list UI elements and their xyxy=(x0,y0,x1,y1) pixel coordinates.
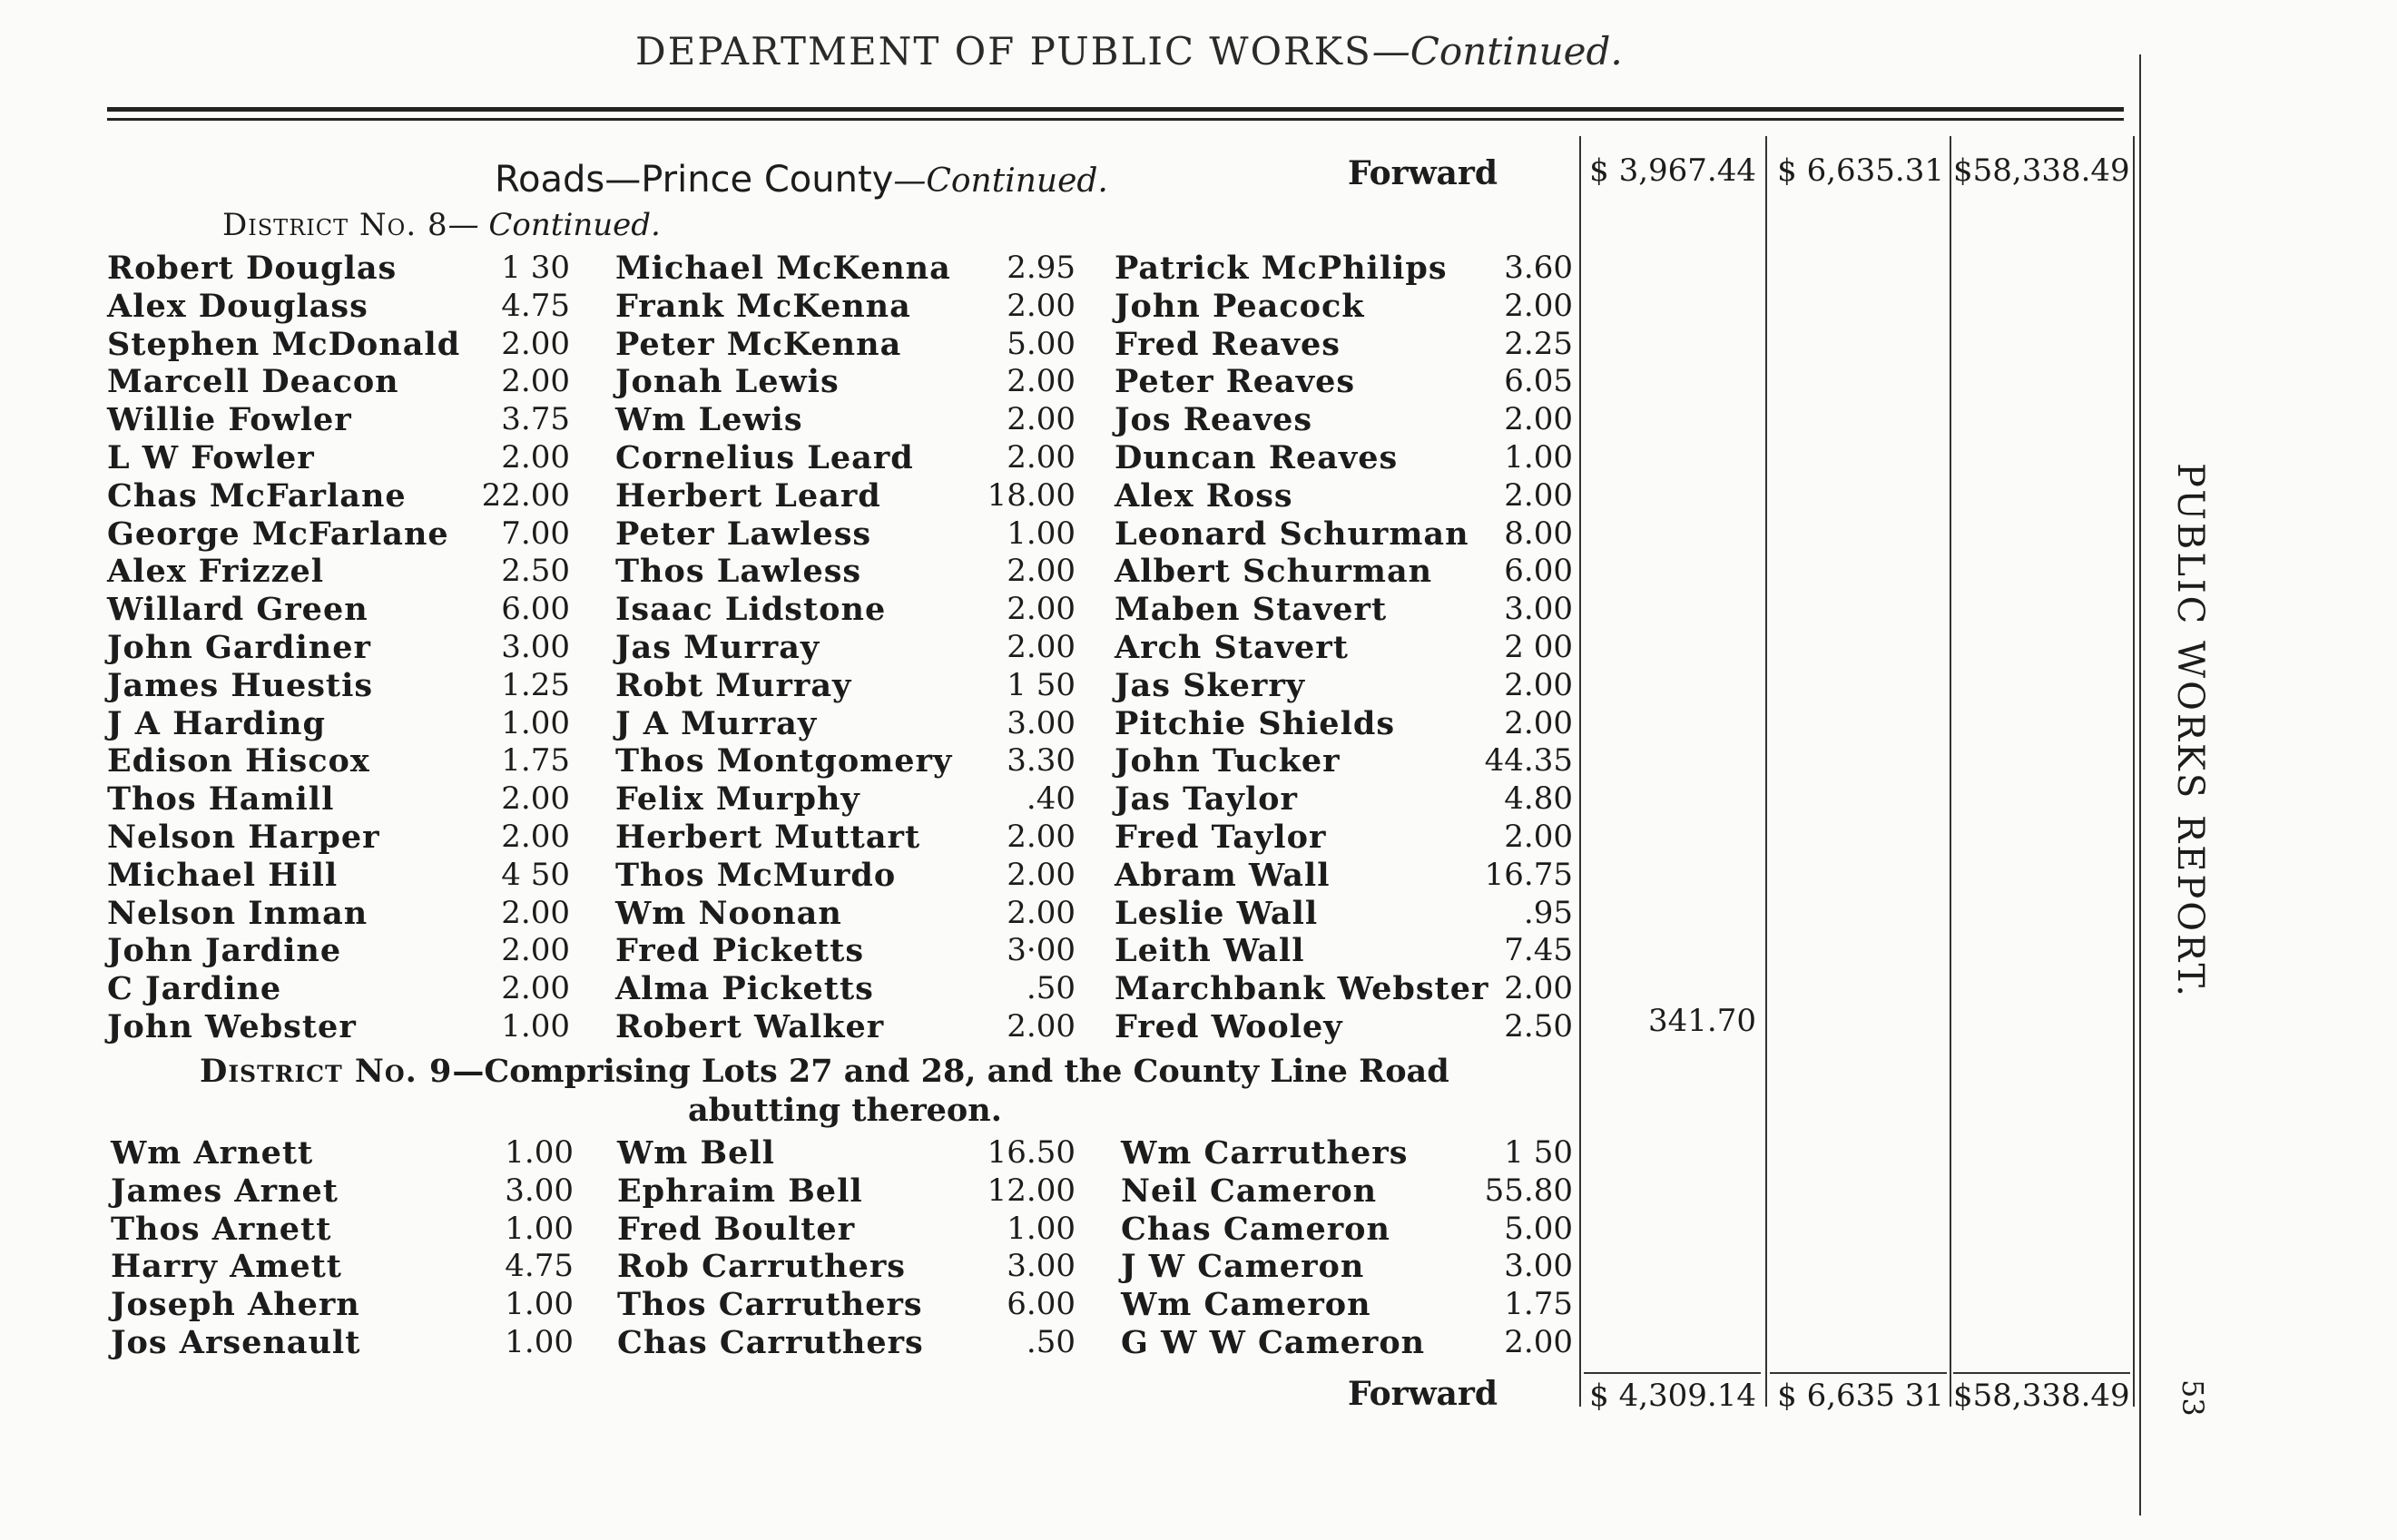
forward-top-col2: $ 6,635.31 xyxy=(1777,152,1944,189)
entry-name: Arch Stavert xyxy=(1115,629,1349,666)
header-rule-thin xyxy=(107,118,2124,121)
entry-name: Nelson Inman xyxy=(107,894,368,932)
entry-amount: 4.75 xyxy=(505,1248,574,1285)
entry-name: Nelson Harper xyxy=(107,819,380,856)
total-rule-1 xyxy=(1584,1372,1761,1374)
entry-name: John Webster xyxy=(107,1008,357,1045)
entry-name: Peter Reaves xyxy=(1115,363,1356,401)
entry-amount: 1.00 xyxy=(505,1286,574,1323)
entry-name: Jas Murray xyxy=(615,629,820,666)
entry-amount: .50 xyxy=(1026,970,1076,1007)
total-rule-2 xyxy=(1770,1372,1947,1374)
entry-name: Albert Schurman xyxy=(1115,553,1433,591)
entry-name: Chas Carruthers xyxy=(617,1324,924,1361)
entry-amount: 22.00 xyxy=(481,476,570,514)
entry-name: Peter McKenna xyxy=(615,325,902,363)
entry-amount: 8.00 xyxy=(1504,515,1573,552)
district-9-heading xyxy=(200,1053,1449,1090)
entry-name: Willie Fowler xyxy=(107,401,352,439)
entry-amount: 4.80 xyxy=(1504,780,1573,818)
header-title: DEPARTMENT OF PUBLIC WORKS xyxy=(635,29,1372,74)
entry-amount: 2.00 xyxy=(1504,1324,1573,1360)
entry-name: Herbert Leard xyxy=(615,476,881,515)
entry-name: Thos Arnett xyxy=(111,1210,332,1248)
entry-amount: 1.00 xyxy=(505,1324,574,1360)
entry-amount: 1 50 xyxy=(1007,666,1076,703)
margin-rule xyxy=(2139,54,2141,1515)
district-9-heading-line2: abutting thereon. xyxy=(688,1092,1002,1129)
entry-name: Jas Skerry xyxy=(1115,666,1306,704)
side-running-title: PUBLIC WORKS REPORT. xyxy=(2169,463,2211,999)
entry-amount: 2.50 xyxy=(501,553,570,590)
forward-label-top: Forward xyxy=(1348,154,1498,192)
entry-amount: 6.00 xyxy=(1504,553,1573,590)
total-rule-3 xyxy=(1953,1372,2130,1374)
entry-name: Thos Hamill xyxy=(107,780,335,819)
entry-amount: 2.00 xyxy=(1504,970,1573,1007)
entry-amount: 6.00 xyxy=(1007,1286,1076,1323)
entry-amount: 1.00 xyxy=(505,1210,574,1247)
district-9-label: District No. 9 xyxy=(200,1053,453,1090)
entry-amount: 3.00 xyxy=(1504,1248,1573,1285)
entry-amount: .50 xyxy=(1026,1324,1076,1360)
money-col-line-2 xyxy=(1765,136,1767,1407)
entry-amount: 1 50 xyxy=(1504,1134,1573,1171)
entry-amount: 2.00 xyxy=(1504,287,1573,324)
district-9-description: —Comprising Lots 27 and 28, and the County Line Road xyxy=(452,1053,1449,1090)
entry-amount: 2.95 xyxy=(1007,250,1076,286)
entry-amount: 3.00 xyxy=(1007,704,1076,741)
entry-name: Alex Ross xyxy=(1115,476,1293,515)
entry-amount: 2.00 xyxy=(1007,629,1076,665)
money-col-line-4 xyxy=(2133,136,2135,1407)
entry-name: Wm Cameron xyxy=(1121,1286,1371,1324)
entry-name: Frank McKenna xyxy=(615,287,911,325)
page-header xyxy=(635,29,1623,74)
entry-name: Harry Amett xyxy=(111,1248,342,1286)
entry-amount: 2.00 xyxy=(1007,894,1076,931)
entry-name: John Peacock xyxy=(1115,287,1365,325)
entry-name: James Arnet xyxy=(111,1172,339,1210)
entry-amount: 3.00 xyxy=(1504,591,1573,628)
entry-name: Edison Hiscox xyxy=(107,742,370,780)
entry-name: Pitchie Shields xyxy=(1115,704,1396,742)
district-8-heading xyxy=(222,207,661,243)
forward-bottom-col1: $ 4,309.14 xyxy=(1589,1378,1756,1414)
page-number: 53 xyxy=(2176,1379,2210,1417)
header-rule-thick xyxy=(107,107,2124,112)
entry-amount: 1.00 xyxy=(505,1134,574,1171)
entry-name: Leonard Schurman xyxy=(1115,515,1469,553)
entry-amount: 2.00 xyxy=(501,439,570,476)
entry-amount: 2.00 xyxy=(501,932,570,969)
entry-amount: 2.00 xyxy=(1007,439,1076,476)
header-continued: —Continued. xyxy=(1371,29,1623,74)
entry-amount: 2.25 xyxy=(1504,325,1573,362)
entry-name: L W Fowler xyxy=(107,439,315,476)
entry-name: James Huestis xyxy=(107,666,374,704)
section-title-continued: —Continued. xyxy=(893,162,1108,200)
entry-name: Chas McFarlane xyxy=(107,476,407,515)
district-8-label: District No. 8 xyxy=(222,207,448,243)
entry-name: Maben Stavert xyxy=(1115,591,1388,629)
forward-bottom-col3: $58,338.49 xyxy=(1953,1378,2130,1414)
entry-amount: 6.05 xyxy=(1504,363,1573,400)
entry-name: Leslie Wall xyxy=(1115,894,1319,932)
entry-name: Neil Cameron xyxy=(1121,1172,1378,1210)
entry-name: Fred Reaves xyxy=(1115,325,1341,363)
entry-amount: 2.00 xyxy=(501,894,570,931)
section-title xyxy=(495,159,1108,201)
entry-amount: 2.00 xyxy=(501,970,570,1007)
district-8-total: 341.70 xyxy=(1648,1003,1756,1039)
entry-name: Chas Cameron xyxy=(1121,1210,1390,1248)
entry-amount: 3.30 xyxy=(1007,742,1076,780)
entry-name: Jos Arsenault xyxy=(111,1324,361,1361)
entry-amount: 2.00 xyxy=(1007,856,1076,893)
entry-name: Alex Frizzel xyxy=(107,553,325,591)
entry-name: Michael Hill xyxy=(107,856,339,894)
entry-amount: 1.25 xyxy=(501,666,570,703)
entry-name: J W Cameron xyxy=(1121,1248,1365,1286)
entry-amount: 3.60 xyxy=(1504,250,1573,286)
entry-amount: 2.00 xyxy=(501,780,570,818)
entry-amount: 16.75 xyxy=(1484,856,1573,893)
entry-name: Patrick McPhilips xyxy=(1115,250,1448,287)
entry-name: Marchbank Webster xyxy=(1115,970,1489,1008)
entry-amount: 2.00 xyxy=(1504,476,1573,514)
entry-amount: 16.50 xyxy=(987,1134,1076,1171)
entry-amount: 2.00 xyxy=(1007,553,1076,590)
entry-name: John Jardine xyxy=(107,932,342,970)
entry-name: Robert Douglas xyxy=(107,250,398,287)
entry-amount: 1.00 xyxy=(1007,515,1076,552)
entry-name: Leith Wall xyxy=(1115,932,1305,970)
entry-amount: 3·00 xyxy=(1007,932,1076,969)
forward-bottom-col2: $ 6,635 31 xyxy=(1777,1378,1944,1414)
entry-amount: 1.75 xyxy=(501,742,570,780)
entry-amount: 3.00 xyxy=(1007,1248,1076,1285)
entry-amount: 2 00 xyxy=(1504,629,1573,665)
entry-name: Alma Picketts xyxy=(615,970,874,1008)
entry-amount: 2.00 xyxy=(501,325,570,362)
entry-name: Abram Wall xyxy=(1115,856,1331,894)
entry-amount: 2.00 xyxy=(1007,363,1076,400)
entry-name: Marcell Deacon xyxy=(107,363,399,401)
entry-amount: 1.75 xyxy=(1504,1286,1573,1323)
entry-name: Felix Murphy xyxy=(615,780,860,819)
entry-amount: 1.00 xyxy=(1007,1210,1076,1247)
entry-amount: 4.75 xyxy=(501,287,570,324)
entry-name: John Tucker xyxy=(1115,742,1341,780)
entry-amount: .40 xyxy=(1026,780,1076,818)
entry-name: Wm Carruthers xyxy=(1121,1134,1409,1172)
entry-name: Jas Taylor xyxy=(1115,780,1298,819)
entry-amount: 1.00 xyxy=(501,704,570,741)
entry-name: Herbert Muttart xyxy=(615,819,921,856)
entry-name: Robert Walker xyxy=(615,1008,885,1045)
entry-name: Joseph Ahern xyxy=(111,1286,360,1324)
entry-name: Fred Boulter xyxy=(617,1210,856,1248)
entry-amount: 2.00 xyxy=(1504,819,1573,855)
entry-amount: 1 30 xyxy=(501,250,570,286)
entry-amount: 3.00 xyxy=(505,1172,574,1209)
entry-amount: 7.45 xyxy=(1504,932,1573,969)
entry-name: Jonah Lewis xyxy=(615,363,840,401)
entry-name: Ephraim Bell xyxy=(617,1172,863,1210)
forward-top-col3: $58,338.49 xyxy=(1953,152,2130,189)
entry-name: Fred Wooley xyxy=(1115,1008,1343,1045)
entry-amount: 2.00 xyxy=(1007,591,1076,628)
entry-amount: 5.00 xyxy=(1504,1210,1573,1247)
entry-name: Cornelius Leard xyxy=(615,439,914,476)
entry-amount: 2.00 xyxy=(1504,666,1573,703)
entry-amount: 3.75 xyxy=(501,401,570,438)
entry-amount: 2.00 xyxy=(501,819,570,855)
entry-amount: .95 xyxy=(1523,894,1573,931)
entry-name: C Jardine xyxy=(107,970,282,1008)
entry-name: Wm Arnett xyxy=(111,1134,314,1172)
entry-name: Isaac Lidstone xyxy=(615,591,887,629)
money-col-line-3 xyxy=(1950,136,1951,1407)
forward-label-bottom: Forward xyxy=(1348,1375,1498,1413)
entry-amount: 2.00 xyxy=(1007,819,1076,855)
entry-name: Thos Lawless xyxy=(615,553,862,591)
entry-name: Michael McKenna xyxy=(615,250,951,287)
entry-amount: 2.00 xyxy=(1007,1008,1076,1045)
forward-top-col1: $ 3,967.44 xyxy=(1589,152,1756,189)
entry-name: J A Harding xyxy=(107,704,326,742)
entry-name: Wm Noonan xyxy=(615,894,842,932)
entry-name: Jos Reaves xyxy=(1115,401,1313,439)
entry-name: George McFarlane xyxy=(107,515,449,553)
entry-name: J A Murray xyxy=(615,704,818,742)
entry-name: Alex Douglass xyxy=(107,287,368,325)
entry-name: Thos Carruthers xyxy=(617,1286,923,1324)
entry-amount: 2.00 xyxy=(501,363,570,400)
entry-amount: 44.35 xyxy=(1484,742,1573,780)
entry-amount: 2.00 xyxy=(1504,704,1573,741)
entry-amount: 2.00 xyxy=(1504,401,1573,438)
entry-name: Fred Picketts xyxy=(615,932,865,970)
entry-name: Peter Lawless xyxy=(615,515,872,553)
entry-name: Thos McMurdo xyxy=(615,856,897,894)
entry-amount: 55.80 xyxy=(1484,1172,1573,1209)
entry-amount: 4 50 xyxy=(501,856,570,893)
entry-amount: 18.00 xyxy=(987,476,1076,514)
entry-amount: 2.00 xyxy=(1007,401,1076,438)
entry-amount: 5.00 xyxy=(1007,325,1076,362)
entry-amount: 12.00 xyxy=(987,1172,1076,1209)
entry-name: Willard Green xyxy=(107,591,368,629)
entry-amount: 2.00 xyxy=(1007,287,1076,324)
money-col-line-1 xyxy=(1579,136,1581,1407)
district-8-continued: — Continued. xyxy=(447,207,661,243)
entry-name: G W W Cameron xyxy=(1121,1324,1426,1361)
entry-name: Rob Carruthers xyxy=(617,1248,906,1286)
entry-name: Stephen McDonald xyxy=(107,325,461,363)
entry-name: Duncan Reaves xyxy=(1115,439,1399,476)
entry-name: Wm Bell xyxy=(617,1134,775,1172)
section-title-text: Roads—Prince County xyxy=(495,159,894,201)
entry-name: Fred Taylor xyxy=(1115,819,1327,856)
entry-name: Robt Murray xyxy=(615,666,852,704)
entry-amount: 1.00 xyxy=(501,1008,570,1045)
entry-amount: 1.00 xyxy=(1504,439,1573,476)
entry-name: Wm Lewis xyxy=(615,401,803,439)
entry-amount: 2.50 xyxy=(1504,1008,1573,1045)
entry-amount: 7.00 xyxy=(501,515,570,552)
entry-name: John Gardiner xyxy=(107,629,371,666)
entry-amount: 6.00 xyxy=(501,591,570,628)
entry-amount: 3.00 xyxy=(501,629,570,665)
entry-name: Thos Montgomery xyxy=(615,742,953,780)
